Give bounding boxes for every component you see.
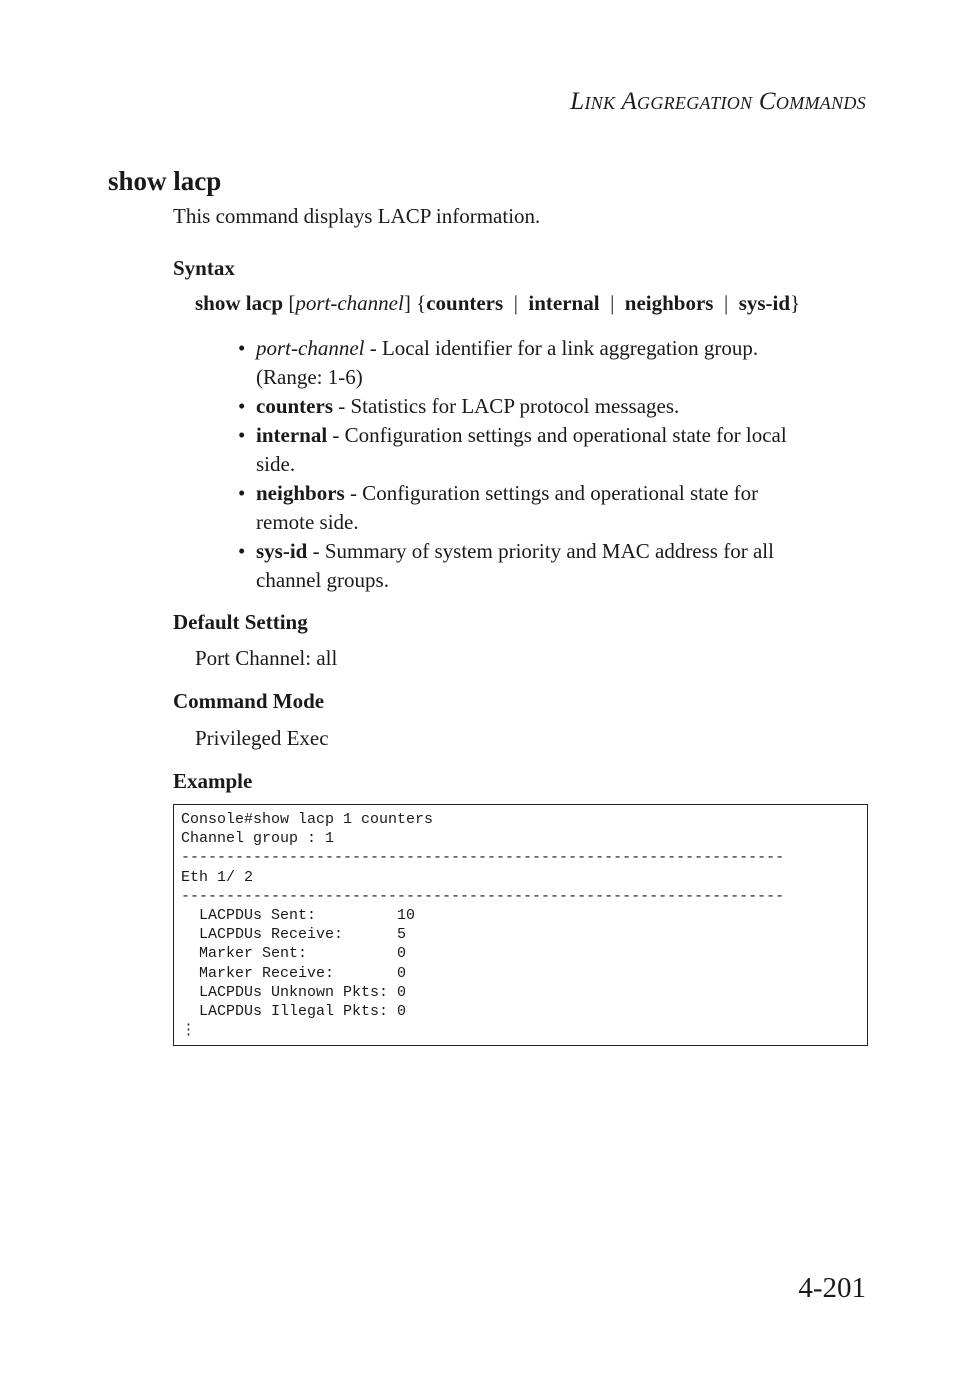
code-line: LACPDUs Illegal Pkts: 0 — [181, 1002, 407, 1020]
list-item: • neighbors - Configuration settings and operational state for remote side. — [238, 481, 759, 534]
example-code-block — [173, 804, 868, 1046]
code-line: ------------------------------------------------------------------- — [181, 887, 785, 905]
bullet-icon: • — [238, 394, 246, 418]
code-ellipsis: ⋮ — [181, 1022, 196, 1040]
syntax-command: show lacp [port-channel] {counters | internal | neighbors | sys-id} — [195, 291, 801, 315]
code-line: LACPDUs Unknown Pkts: 0 — [181, 983, 407, 1001]
default-setting-value: Port Channel: all — [195, 646, 338, 670]
section-description: This command displays LACP information. — [173, 204, 541, 228]
code-line: Channel group : 1 — [181, 830, 335, 848]
parameter-list — [236, 334, 856, 595]
bullet-icon: • — [238, 423, 246, 447]
list-item: • sys-id - Summary of system priority and MAC address for all channel groups. — [238, 539, 774, 592]
code-line: Marker Receive: 0 — [181, 964, 407, 982]
command-mode-value: Privileged Exec — [195, 726, 329, 750]
code-line: Console#show lacp 1 counters — [181, 811, 434, 828]
syntax-heading: Syntax — [173, 256, 235, 280]
code-line: Eth 1/ 2 — [181, 868, 254, 886]
bullet-icon: • — [238, 481, 246, 505]
default-setting-heading: Default Setting — [173, 610, 308, 634]
code-line: LACPDUs Sent: 10 — [181, 906, 416, 924]
list-item: • port-channel - Local identifier for a link aggregation group. (Range: 1-6) — [238, 336, 759, 389]
command-mode-heading: Command Mode — [173, 689, 325, 713]
bullet-icon: • — [238, 539, 246, 563]
section-title: show lacp — [108, 166, 222, 196]
code-line: LACPDUs Receive: 5 — [181, 926, 407, 944]
list-item: • counters - Statistics for LACP protocol messages. — [236, 392, 856, 421]
example-heading: Example — [173, 769, 253, 793]
code-line: Marker Sent: 0 — [181, 945, 407, 963]
list-item: • internal - Configuration settings and operational state for local side. — [238, 423, 787, 476]
running-head: LINK AGGREGATION COMMANDS — [570, 88, 866, 115]
code-line: ------------------------------------------------------------------- — [181, 849, 785, 867]
bullet-icon: • — [238, 336, 246, 360]
page-number: 4-201 — [798, 1272, 866, 1304]
